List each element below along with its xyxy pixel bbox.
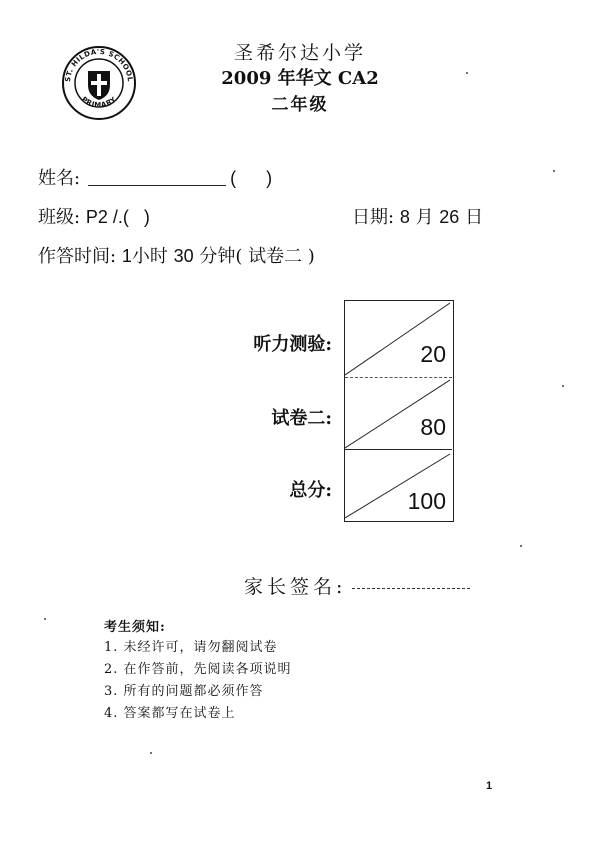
scan-speck: [553, 170, 555, 172]
header: [150, 40, 450, 118]
note-item: 4. 答案都写在试卷上: [104, 706, 236, 721]
score-label-total: 总分:: [289, 480, 332, 501]
scan-speck: [520, 545, 522, 547]
parent-signature-row: [244, 572, 470, 599]
notes-title: 考生须知:: [104, 620, 166, 635]
date-month: 8: [399, 207, 410, 227]
name-row: [38, 164, 272, 190]
note-item: 1. 未经许可，请勿翻阅试卷: [104, 640, 278, 655]
date-label: 日期:: [352, 207, 395, 228]
score-label-listening: 听力测验:: [253, 334, 332, 355]
score-cell-paper2: [345, 378, 452, 450]
exam-title: 2009 年华文 CA2: [221, 68, 379, 89]
date-month-unit: 月: [415, 207, 434, 228]
parent-signature-label: 家长签名:: [244, 576, 347, 598]
name-paren: ( ): [230, 168, 273, 188]
score-cell-total: [345, 450, 452, 520]
score-value-paper2: 80: [420, 414, 446, 440]
score-label-paper2: 试卷二:: [271, 408, 332, 429]
page-number: 1: [486, 780, 493, 792]
note-item: 3. 所有的问题都必须作答: [104, 684, 264, 699]
class-row: [38, 203, 150, 229]
time-minutes: 30: [173, 246, 194, 266]
school-name: 圣希尔达小学: [233, 42, 366, 64]
scan-speck: [562, 385, 564, 387]
time-row: [38, 242, 315, 268]
school-crest-icon: [60, 44, 138, 122]
time-hours: 1: [121, 246, 132, 266]
score-cell-listening: [345, 301, 452, 378]
parent-signature-line[interactable]: [352, 588, 470, 589]
notes-list: [104, 637, 292, 725]
name-input-line[interactable]: [88, 167, 226, 186]
scan-speck: [150, 752, 152, 754]
school-logo: [60, 44, 138, 122]
date-day-unit: 日: [465, 207, 484, 228]
time-label: 作答时间:: [38, 246, 117, 267]
grade-level: 二年级: [271, 95, 329, 115]
score-value-total: 100: [407, 488, 446, 514]
scan-speck: [44, 618, 46, 620]
score-value-listening: 20: [420, 341, 446, 367]
time-minutes-unit: 分钟: [199, 246, 236, 267]
class-value: P2 /.( ): [85, 207, 150, 227]
time-hours-unit: 小时: [131, 246, 168, 267]
date-row: [352, 203, 483, 229]
date-day: 26: [439, 207, 460, 227]
scan-speck: [466, 72, 468, 74]
class-label: 班级:: [38, 207, 81, 228]
note-item: 2. 在作答前，先阅读各项说明: [104, 662, 292, 677]
logo-text-bottom: PRIMARY: [79, 95, 119, 110]
time-note: ( 试卷二 ): [235, 246, 315, 267]
logo-text-top: ST. HILDA'S SCHOOL: [63, 47, 135, 83]
name-label: 姓名:: [38, 168, 81, 189]
score-table: [344, 300, 454, 522]
